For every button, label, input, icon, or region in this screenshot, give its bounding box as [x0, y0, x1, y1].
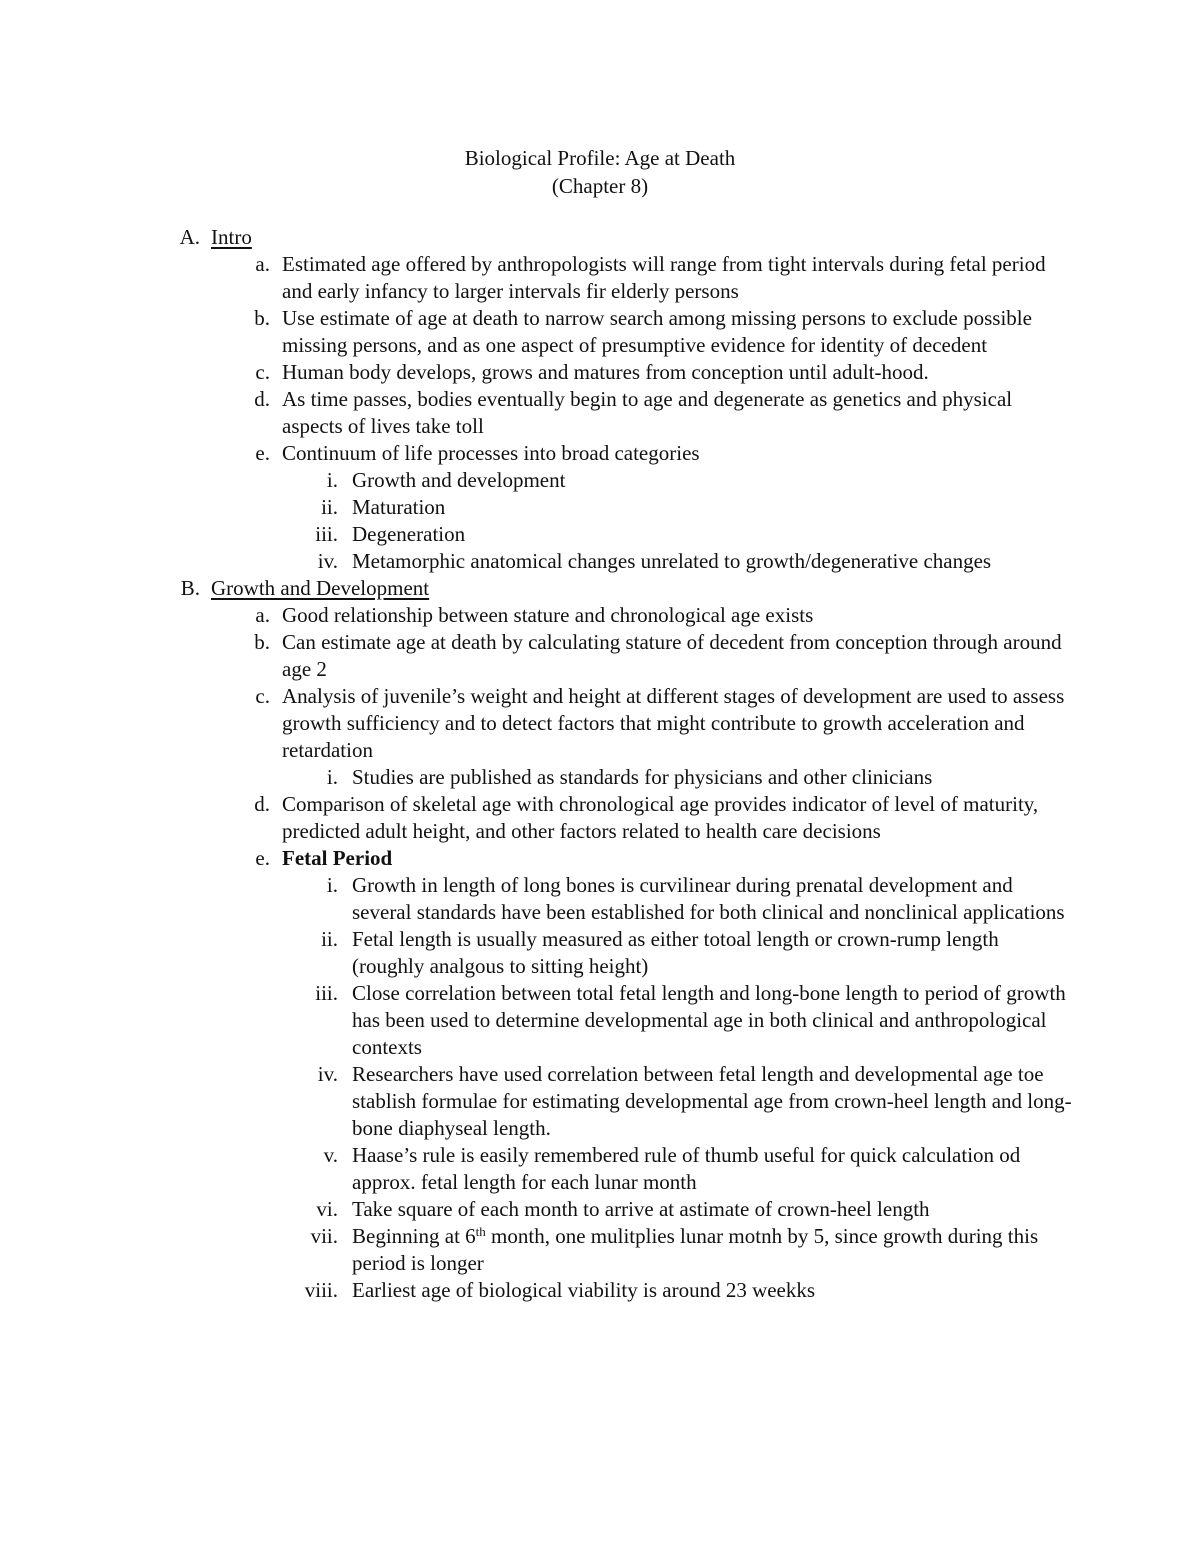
- list-marker: vi.: [316, 1197, 338, 1221]
- list-marker: i.: [326, 873, 338, 897]
- list-text: [211, 224, 1071, 251]
- subsection-title: Fetal Period: [282, 846, 393, 870]
- list-marker: b.: [254, 630, 270, 654]
- sub-list-item: [0, 980, 1200, 1061]
- list-text: Maturation: [352, 495, 446, 519]
- sub-list-item: [0, 926, 1200, 980]
- list-marker: c.: [255, 360, 270, 384]
- list-marker: v.: [323, 1143, 338, 1167]
- list-marker: a.: [255, 252, 270, 276]
- sub-list-item: [0, 1061, 1200, 1142]
- list-marker: A.: [179, 225, 200, 249]
- section-heading: [0, 224, 1200, 251]
- sub-list-item: [0, 872, 1200, 926]
- list-item: [0, 305, 1200, 359]
- list-item: [0, 359, 1200, 386]
- list-item: [0, 791, 1200, 845]
- list-marker: vii.: [310, 1224, 338, 1248]
- section-heading: [0, 575, 1200, 602]
- list-item: [0, 845, 1200, 872]
- list-marker: ii.: [321, 927, 338, 951]
- list-text: Haase’s rule is easily remembered rule of thumb useful for quick calculation od approx. fetal length for each lunar month: [352, 1143, 1021, 1194]
- list-text: Beginning at 6th month, one mulitplies lunar motnh by 5, since growth during this period is longer: [352, 1224, 1039, 1275]
- list-text: Comparison of skeletal age with chronological age provides indicator of level of maturity, predicted adult height, and other factors related to health care decisions: [282, 792, 1039, 843]
- list-text: Human body develops, grows and matures from conception until adult-hood.: [282, 360, 929, 384]
- list-marker: iv.: [317, 549, 338, 573]
- list-text: Growth and development: [352, 468, 566, 492]
- sub-list-item: [0, 1223, 1200, 1277]
- list-marker: B.: [180, 576, 200, 600]
- list-marker: iv.: [317, 1062, 338, 1086]
- sub-list-item: [0, 548, 1200, 575]
- list-marker: e.: [255, 441, 270, 465]
- list-item: [0, 251, 1200, 305]
- list-marker: iii.: [315, 522, 338, 546]
- section-title: Intro: [211, 225, 252, 249]
- list-item: [0, 386, 1200, 440]
- document-title: [0, 144, 1200, 200]
- list-item: [0, 602, 1200, 629]
- list-marker: c.: [255, 684, 270, 708]
- list-marker: iii.: [315, 981, 338, 1005]
- list-marker: i.: [326, 468, 338, 492]
- sub-list-item: [0, 521, 1200, 548]
- list-marker: d.: [254, 387, 270, 411]
- list-text: Studies are published as standards for physicians and other clinicians: [352, 765, 933, 789]
- section-title: Growth and Development: [211, 576, 430, 600]
- list-text: Analysis of juvenile’s weight and height at different stages of development are used to assess growth sufficiency and to detect factors that might contribute to growth acceleration and retardation: [282, 684, 1065, 762]
- superscript: th: [475, 1224, 486, 1239]
- list-text: Take square of each month to arrive at astimate of crown-heel length: [352, 1197, 930, 1221]
- list-text: Can estimate age at death by calculating stature of decedent from conception through around age 2: [282, 630, 1062, 681]
- list-text: Degeneration: [352, 522, 466, 546]
- list-text: Researchers have used correlation between fetal length and developmental age toe stablish formulae for estimating developmental age from crown-heel length and long-bone diaphyseal length.: [352, 1062, 1072, 1140]
- list-item: [0, 629, 1200, 683]
- list-text: Metamorphic anatomical changes unrelated to growth/degenerative changes: [352, 549, 992, 573]
- list-text: As time passes, bodies eventually begin to age and degenerate as genetics and physical aspects of lives take toll: [282, 387, 1013, 438]
- list-text: Good relationship between stature and chronological age exists: [282, 603, 814, 627]
- title-line-1: Biological Profile: Age at Death: [464, 146, 736, 170]
- list-item: [0, 683, 1200, 764]
- list-text: Growth in length of long bones is curvilinear during prenatal development and several standards have been established for both clinical and nonclinical applications: [352, 873, 1065, 924]
- title-line-2: (Chapter 8): [551, 174, 649, 198]
- list-text: Close correlation between total fetal length and long-bone length to period of growth has been used to determine developmental age in both clinical and anthropological contexts: [352, 981, 1066, 1059]
- list-text: Continuum of life processes into broad categories: [282, 441, 700, 465]
- list-text: Estimated age offered by anthropologists will range from tight intervals during fetal period and early infancy to larger intervals fir elderly persons: [282, 252, 1046, 303]
- sub-list-item: [0, 467, 1200, 494]
- list-text: Use estimate of age at death to narrow search among missing persons to exclude possible missing persons, and as one aspect of presumptive evidence for identity of decedent: [282, 306, 1032, 357]
- list-text: Fetal length is usually measured as either totoal length or crown-rump length (roughly analgous to sitting height): [352, 927, 999, 978]
- outline: [0, 224, 1200, 1304]
- sub-list-item: [0, 1142, 1200, 1196]
- sub-list-item: [0, 1196, 1200, 1223]
- list-marker: d.: [254, 792, 270, 816]
- list-marker: b.: [254, 306, 270, 330]
- list-marker: viii.: [304, 1278, 338, 1302]
- list-item: [0, 440, 1200, 467]
- list-text: [211, 575, 1071, 602]
- sub-list-item: [0, 494, 1200, 521]
- list-text: Earliest age of biological viability is around 23 weekks: [352, 1278, 816, 1302]
- sub-list-item: [0, 1277, 1200, 1304]
- list-marker: e.: [255, 846, 270, 870]
- list-text: [282, 845, 1072, 872]
- list-marker: ii.: [321, 495, 338, 519]
- list-marker: i.: [326, 765, 338, 789]
- sub-list-item: [0, 764, 1200, 791]
- list-marker: a.: [255, 603, 270, 627]
